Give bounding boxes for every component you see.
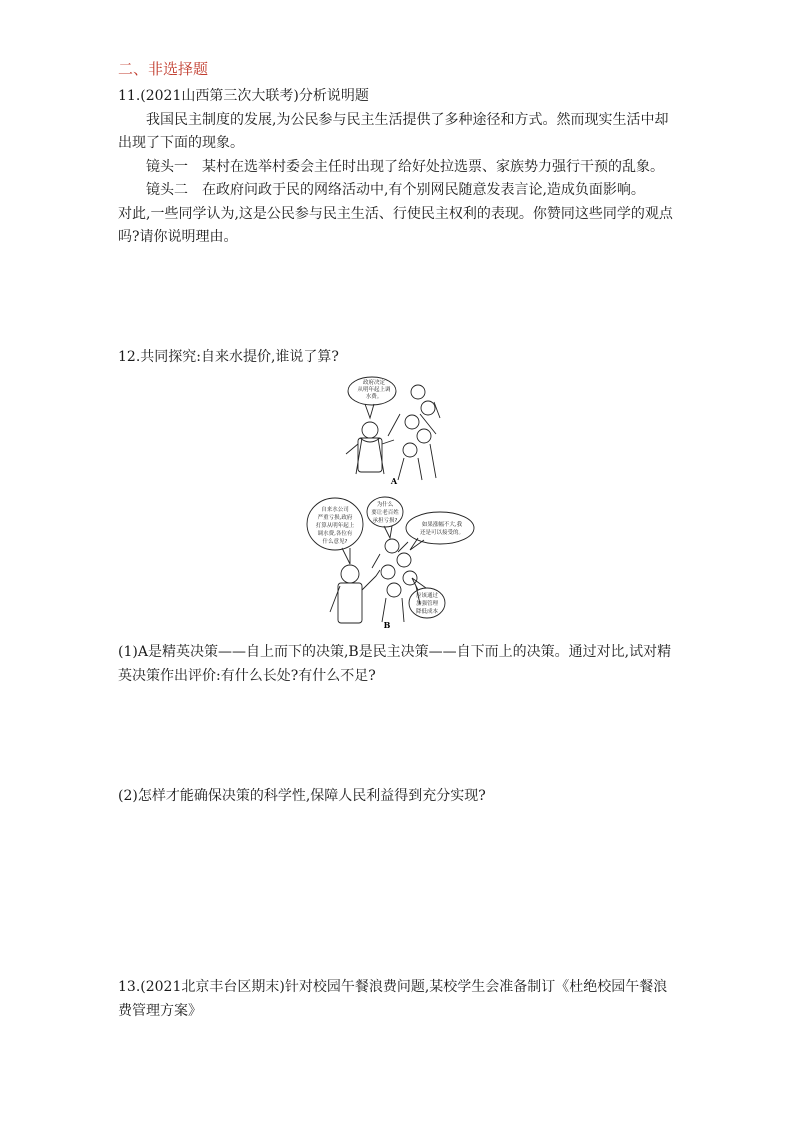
cartoon-b-bubble1-line3: 打算从明年起上: [315, 523, 355, 529]
cartoon-b-bubble1-line2: 严重亏损,政府: [317, 515, 353, 521]
cartoon-b-bubble4-line3: 降低成本: [415, 609, 439, 615]
q11-question-line1: 对此,一些同学认为,这是公民参与民主生活、行使民主权利的表现。你赞同这些同学的观点: [118, 206, 673, 222]
q11-heading: 11.(2021山西第三次大联考)分析说明题: [118, 88, 369, 104]
q12-sub1-line2: 英决策作出评价:有什么长处?有什么不足?: [118, 668, 376, 684]
cartoon-b-bubble4-line1: 应该通过: [415, 593, 439, 599]
cartoon-a-bubble-line2: 从明年起上调: [357, 387, 391, 393]
cartoon-b-label: B: [383, 620, 391, 630]
cartoon-b-bubble3-line2: 还是可以接受的。: [419, 530, 465, 536]
cartoon-b-bubble2-line2: 要让老百姓: [371, 510, 399, 516]
cartoon-b-bubble4-line2: 加强管理: [415, 601, 439, 607]
q12-sub2: (2)怎样才能确保决策的科学性,保障人民利益得到充分实现?: [118, 788, 486, 804]
cartoon-a-bubble-line1: 政府决定: [362, 380, 386, 386]
q13-line1: 13.(2021北京丰台区期末)针对校园午餐浪费问题,某校学生会准备制订《杜绝校园午餐浪: [118, 979, 668, 995]
cartoon-b-bubble-accept: [406, 512, 474, 544]
q11-question-line2: 吗?请你说明理由。: [118, 229, 238, 245]
section-title: 二、非选择题: [118, 60, 209, 78]
cartoon-b-bubble1-line4: 调水费,各位有: [317, 531, 353, 537]
cartoon-a: [0, 374, 794, 486]
cartoon-a-bubble-line3: 水费。: [365, 394, 383, 400]
q12-heading: 12.共同探究:自来水提价,谁说了算?: [118, 349, 339, 365]
q11-shot-one: 镜头一 某村在选举村委会主任时出现了给好处拉选票、家族势力强行干预的乱象。: [146, 159, 664, 175]
cartoon-b-bubble3-line1: 如果涨幅不大,我: [421, 522, 463, 528]
cartoon-a-label: A: [390, 476, 398, 486]
cartoon-b-bubble1-line1: 自来水公司: [321, 507, 349, 513]
q13-line2: 费管理方案》: [118, 1003, 202, 1019]
cartoon-b-bubble2-line1: 为什么: [376, 502, 394, 508]
q11-shot-two: 镜头二 在政府问政于民的网络活动中,有个别网民随意发表言论,造成负面影响。: [146, 182, 645, 198]
cartoon-b-bubble2-line3: 承担亏损?: [372, 518, 398, 524]
q11-paragraph-line1: 我国民主制度的发展,为公民参与民主生活提供了多种途径和方式。然而现实生活中却: [146, 112, 669, 128]
q11-paragraph-line2: 出现了下面的现象。: [118, 135, 244, 151]
q12-sub1-line1: (1)A是精英决策——自上而下的决策,B是民主决策——自下而上的决策。通过对比,试对精: [118, 644, 672, 660]
cartoon-b-bubble1-line5: 什么意见?: [322, 539, 348, 545]
cartoon-b: [0, 494, 794, 630]
